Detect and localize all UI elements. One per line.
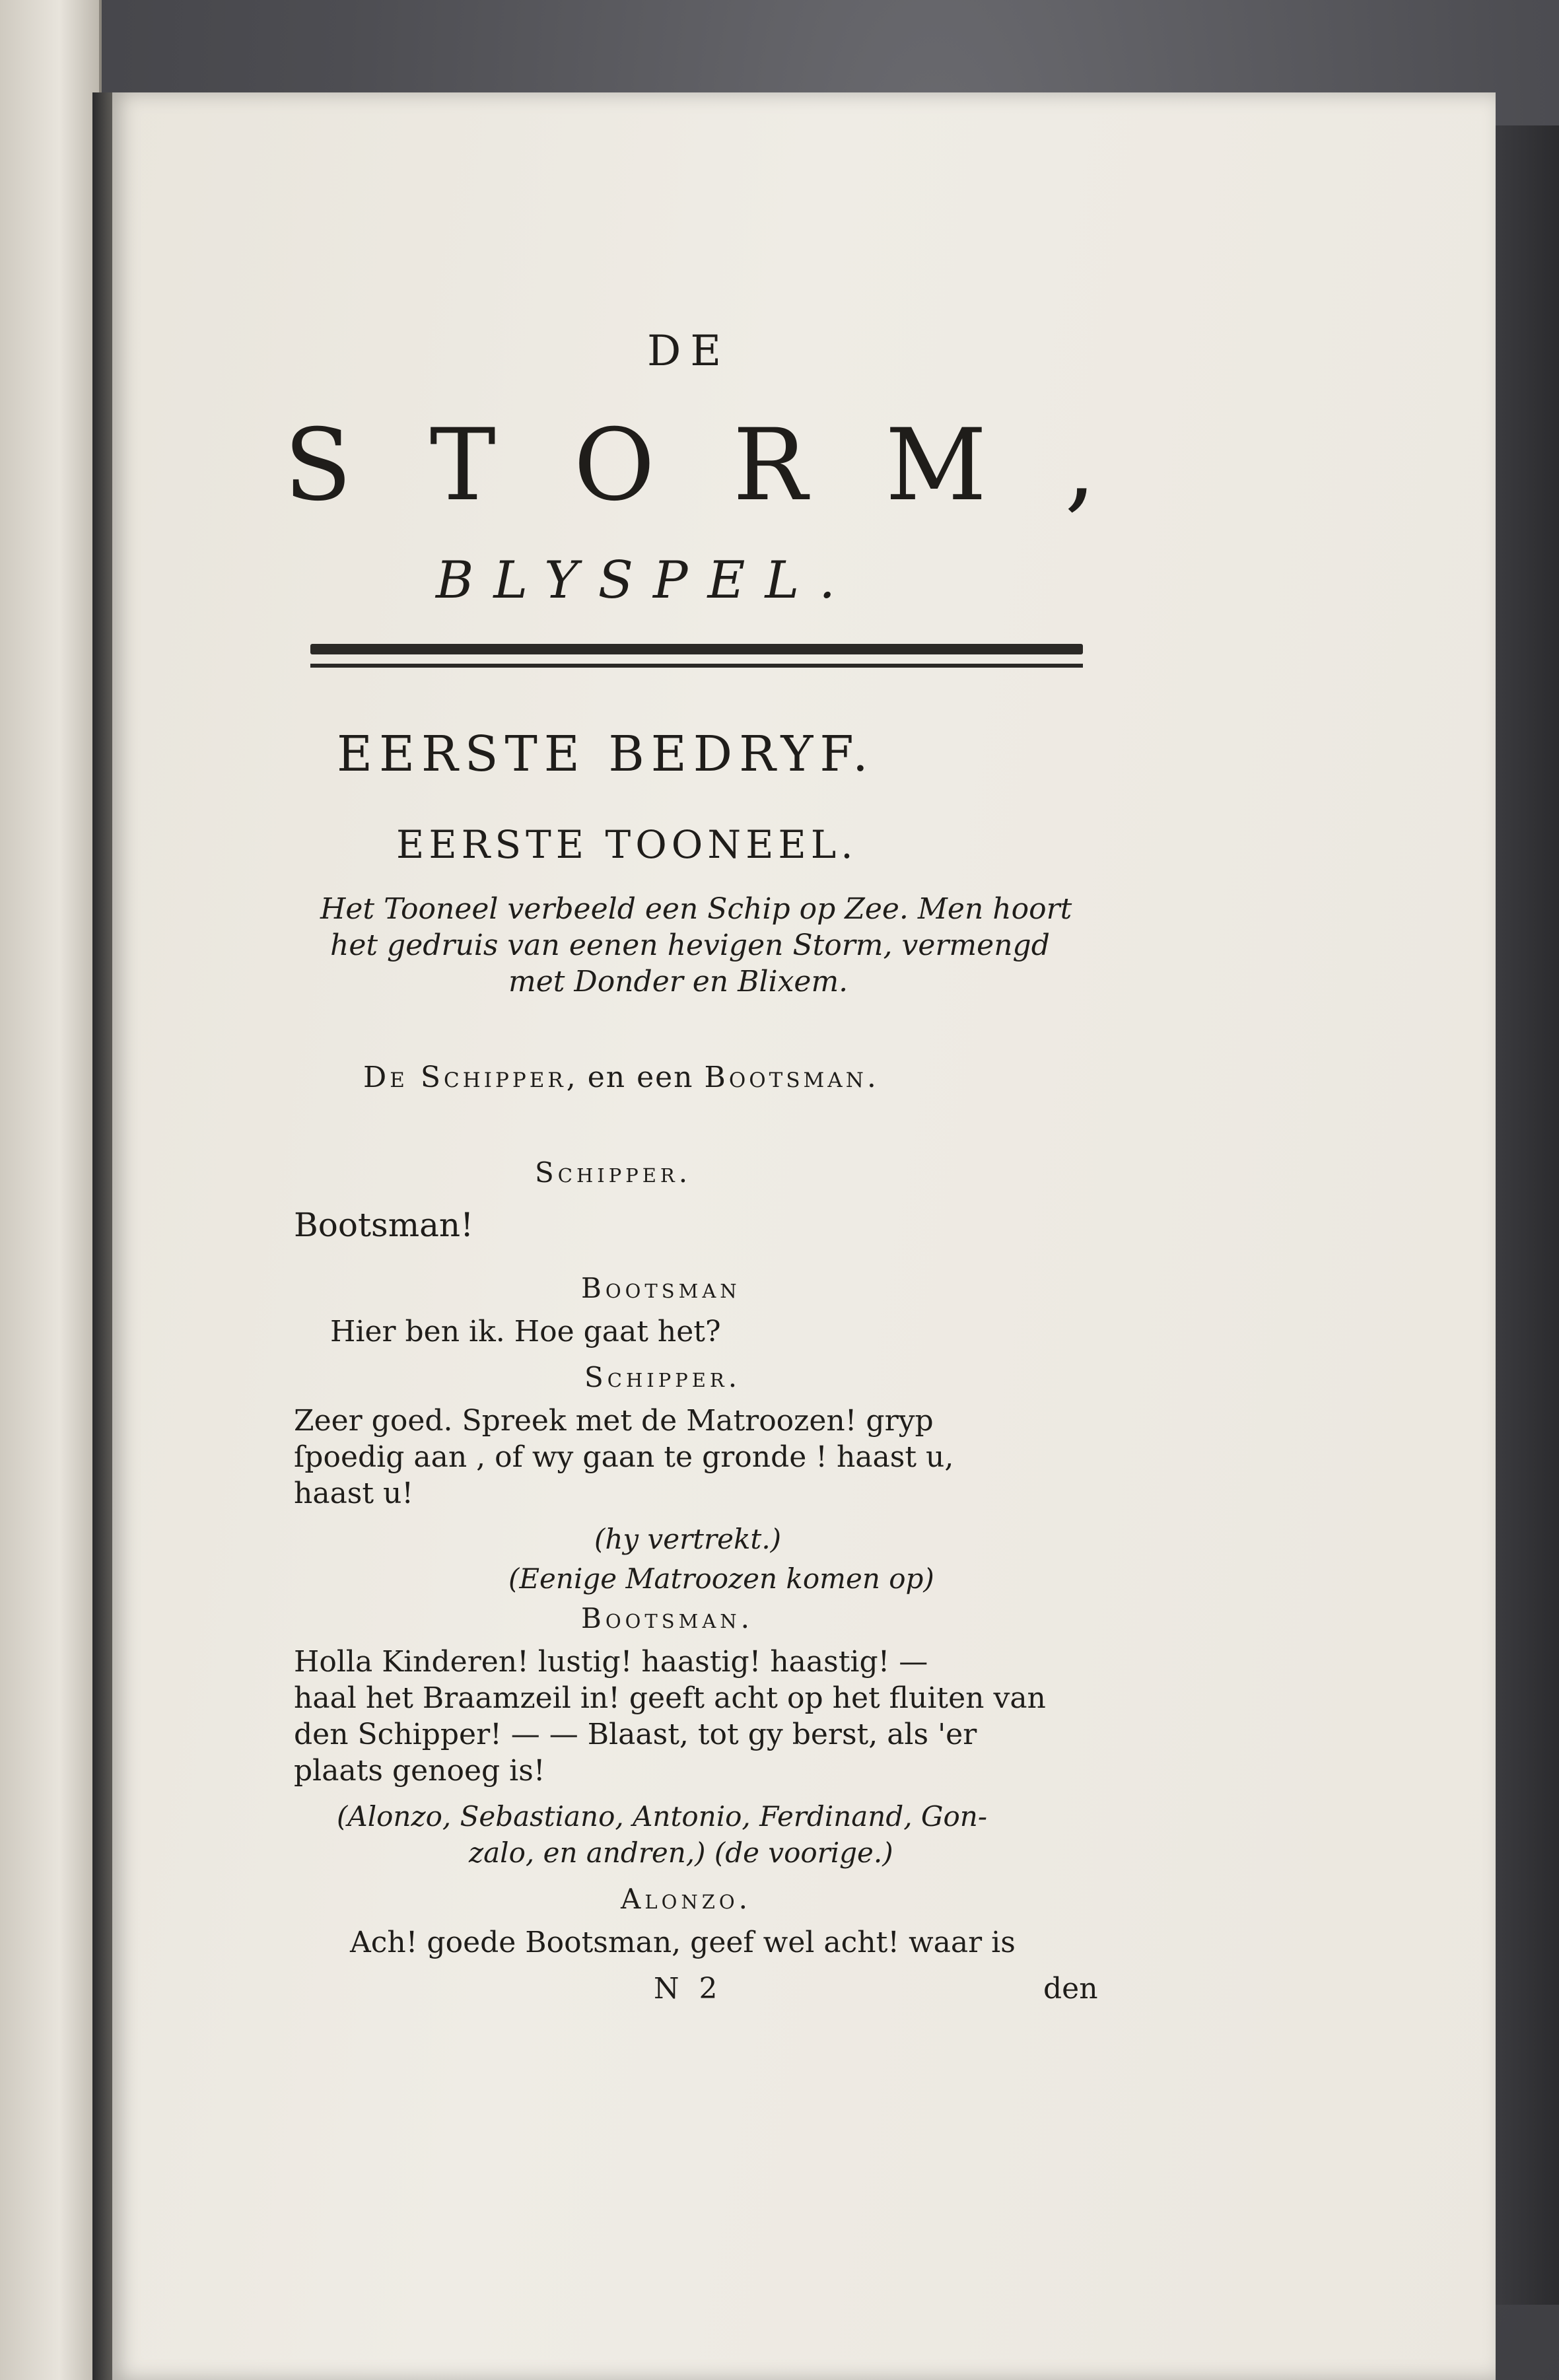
title-rule-thick — [310, 644, 1083, 654]
dialogue-line: Holla Kinderen! lustig! haastig! haastig! — — [294, 1645, 928, 1679]
title-de: DE — [647, 327, 731, 376]
dialogue-line: Ach! goede Bootsman, geef wel acht! waar is — [350, 1926, 1016, 1959]
stage-direction: zalo, en andren,) (de voorige.) — [469, 1837, 893, 1869]
scene-heading: EERSTE TOONEEL. — [396, 822, 858, 867]
act-heading: EERSTE BEDRYF. — [337, 726, 875, 783]
stage-direction-line: met Donder en Blixem. — [508, 965, 849, 998]
stage-direction: (Alonzo, Sebastiano, Antonio, Ferdinand, Gon- — [337, 1800, 988, 1833]
signature-mark: N 2 — [654, 1972, 723, 2006]
dialogue-line: haal het Braamzeil in! geeft acht op het fluiten van — [294, 1681, 1046, 1715]
title-genre: BLYSPEL. — [436, 551, 856, 610]
cast-bootsman: Bootsman — [704, 1061, 867, 1094]
book-cover-edge — [1492, 125, 1559, 2305]
speaker-name: Bootsman — [581, 1272, 741, 1304]
cast-schipper: De Schipper — [363, 1061, 567, 1094]
speaker-name: Bootsman. — [581, 1602, 753, 1634]
dialogue-line: plaats genoeg is! — [294, 1754, 545, 1788]
stage-direction-line: Het Tooneel verbeeld een Schip op Zee. Men hoort — [320, 892, 1072, 926]
dialogue-line: Bootsman! — [294, 1206, 474, 1244]
cast-line — [363, 1063, 878, 1092]
cast-end: . — [866, 1061, 878, 1094]
stage-direction-line: het gedruis van eenen hevigen Storm, vermengd — [330, 928, 1050, 962]
dialogue-line: den Schipper! — — Blaast, tot gy berst, als 'er — [294, 1718, 977, 1751]
title-rule-thin — [310, 664, 1083, 668]
speaker-name: Alonzo. — [621, 1883, 752, 1915]
stage-direction: (Eenige Matroozen komen op) — [508, 1562, 934, 1595]
dialogue-line: haast u! — [294, 1477, 414, 1510]
left-page-edge — [0, 0, 102, 2380]
book-page — [112, 92, 1496, 2380]
dialogue-line: ſpoedig aan , of wy gaan te gronde ! haast u, — [294, 1440, 954, 1474]
speaker-name: Schipper. — [535, 1156, 692, 1189]
catchword: den — [1043, 1972, 1098, 2006]
cast-joiner: , en een — [566, 1061, 705, 1094]
dialogue-line: Zeer goed. Spreek met de Matroozen! gryp — [294, 1404, 934, 1438]
dialogue-line: Hier ben ik. Hoe gaat het? — [330, 1315, 721, 1348]
speaker-name: Schipper. — [584, 1361, 742, 1393]
stage-direction: (hy vertrekt.) — [594, 1523, 782, 1555]
title-storm: STORM, — [284, 408, 1174, 523]
